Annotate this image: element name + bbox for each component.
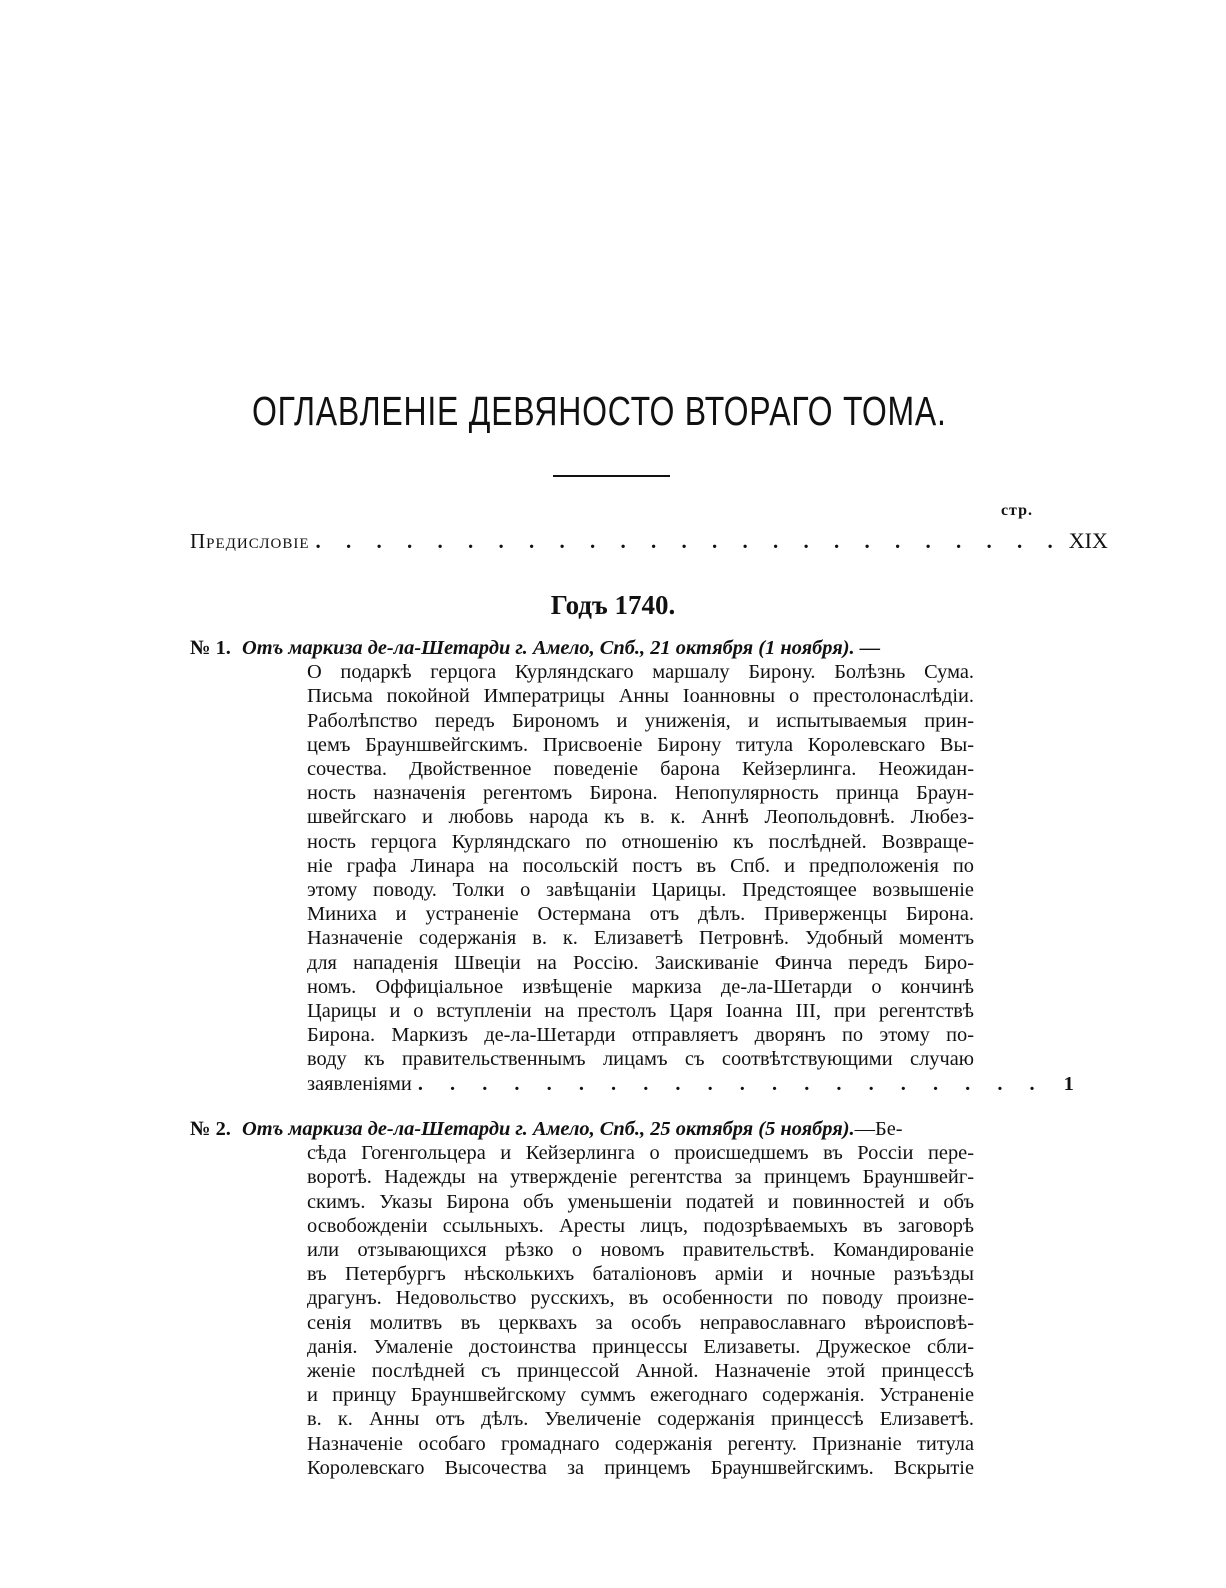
toc-entry-2: [190, 1117, 1033, 1480]
summary-line: сенія молитвъ въ церквахъ за особъ неправославнаго вѣроисповѣ-: [307, 1311, 974, 1334]
entry-2-summary: [307, 1141, 974, 1480]
summary-line: Бирона. Маркизъ де-ла-Шетарди отправляетъ дворянъ по этому по-: [307, 1024, 974, 1047]
entry-1-head: [190, 636, 1033, 660]
summary-line: и принцу Брауншвейгскому суммъ ежегоднаго содержанія. Устраненіе: [307, 1384, 974, 1407]
entry-1-page-number: 1: [1063, 1072, 1074, 1095]
toc-entry-1: [190, 636, 1074, 1096]
summary-line: цемъ Брауншвейгскимъ. Присвоеніе Бирону титула Королевскаго Вы-: [307, 733, 974, 756]
entry-2-head: [190, 1117, 1033, 1141]
entry-1-last-row: [307, 1072, 1074, 1096]
entry-2-number: № 2.: [190, 1118, 231, 1140]
summary-line: Назначеніе особаго громаднаго содержанія регенту. Признаніе титула: [307, 1432, 974, 1455]
preface-page-number: XIX: [1068, 528, 1108, 553]
summary-line: в. к. Анны отъ дѣлъ. Увеличеніе содержанія принцессѣ Елизаветѣ.: [307, 1408, 974, 1431]
summary-line: или отзывающихся рѣзко о новомъ правительствѣ. Командированіе: [307, 1239, 974, 1262]
summary-line: Миниха и устраненіе Остермана отъ дѣлъ. Приверженцы Бирона.: [307, 903, 974, 926]
entry-1-number: № 1.: [190, 637, 231, 659]
entry-1-source: Отъ маркиза де-ла-Шетарди г. Амело, Спб., 21 октября (1 ноября). —: [242, 637, 881, 659]
summary-line: данія. Умаленіе достоинства принцессы Елизаветы. Дружеское сбли-: [307, 1335, 974, 1358]
summary-line: Письма покойной Императрицы Анны Іоанновны о престолонаслѣдіи.: [307, 685, 974, 708]
summary-line: сѣда Гогенгольцера и Кейзерлинга о происшедшемъ въ Россіи пере-: [307, 1142, 974, 1165]
summary-line: Раболѣпство передъ Бирономъ и униженія, и испытываемыя прин-: [307, 709, 974, 732]
entry-2-source-tail: —Бе-: [854, 1118, 903, 1140]
entry-2-source: Отъ маркиза де-ла-Шетарди г. Амело, Спб., 25 октября (5 ноября).: [242, 1118, 855, 1140]
summary-line: О подаркѣ герцога Курляндскаго маршалу Бирону. Болѣзнь Сума.: [307, 661, 974, 684]
entry-1-summary: [307, 660, 974, 1071]
summary-line: освобожденіи ссыльныхъ. Аресты лицъ, подозрѣваемыхъ въ заговорѣ: [307, 1214, 974, 1237]
summary-line: женіе послѣдней съ принцессой Анной. Назначеніе этой принцессѣ: [307, 1360, 974, 1383]
preface-label: Предисловіе: [190, 529, 310, 553]
summary-line: швейгскаго и любовь народа къ в. к. Аннѣ Леопольдовнѣ. Любез-: [307, 806, 974, 829]
entry-1-leader: . . . . . . . . . . . . . . . . . . . .: [417, 1072, 1046, 1095]
page-title: ОГЛАВЛЕНІЕ ДЕВЯНОСТО ВТОРАГО ТОМА.: [251, 388, 947, 434]
page-column-label: стр.: [1000, 502, 1033, 519]
summary-line: ніе графа Линара на посольскій постъ въ Спб. и предположенія по: [307, 854, 974, 877]
year-heading: Годъ 1740.: [550, 590, 676, 620]
summary-line: Королевскаго Высочества за принцемъ Брауншвейгскимъ. Вскрытіе: [307, 1456, 974, 1479]
summary-line: воротѣ. Надежды на утвержденіе регентства за принцемъ Брауншвейг-: [307, 1166, 974, 1189]
preface-leader: . . . . . . . . . . . . . . . . . . . . . . . . .: [315, 529, 1063, 553]
summary-line: Царицы и о вступленіи на престолъ Царя Іоанна III, при регентствѣ: [307, 1000, 974, 1023]
summary-line: для нападенія Швеціи на Россію. Заискиваніе Финча передъ Биро-: [307, 951, 974, 974]
summary-line: въ Петербургъ нѣсколькихъ баталіоновъ арміи и ночные разъѣзды: [307, 1263, 974, 1286]
summary-line: воду къ правительственнымъ лицамъ съ соотвѣтствующими случаю: [307, 1048, 974, 1071]
summary-line: номъ. Оффиціальное извѣщеніе маркиза де-ла-Шетарди о кончинѣ: [307, 975, 974, 998]
summary-line: сочества. Двойственное поведеніе барона Кейзерлинга. Неожидан-: [307, 758, 974, 781]
preface-row: [190, 528, 1108, 558]
summary-line: драгунъ. Недовольство русскихъ, въ особенности по поводу произне-: [307, 1287, 974, 1310]
title-divider: [553, 475, 670, 477]
summary-line: Назначеніе содержанія в. к. Елизаветѣ Петровнѣ. Удобный моментъ: [307, 927, 974, 950]
summary-line: скимъ. Указы Бирона объ уменьшеніи податей и повинностей и объ: [307, 1190, 974, 1213]
summary-line: ность назначенія регентомъ Бирона. Непопулярность принца Браун-: [307, 782, 974, 805]
summary-line: этому поводу. Толки о завѣщаніи Царицы. Предстоящее возвышеніе: [307, 879, 974, 902]
summary-line: ность герцога Курляндскаго по отношенію къ послѣдней. Возвраще-: [307, 830, 974, 853]
summary-last-line: заявленіями: [307, 1072, 412, 1095]
